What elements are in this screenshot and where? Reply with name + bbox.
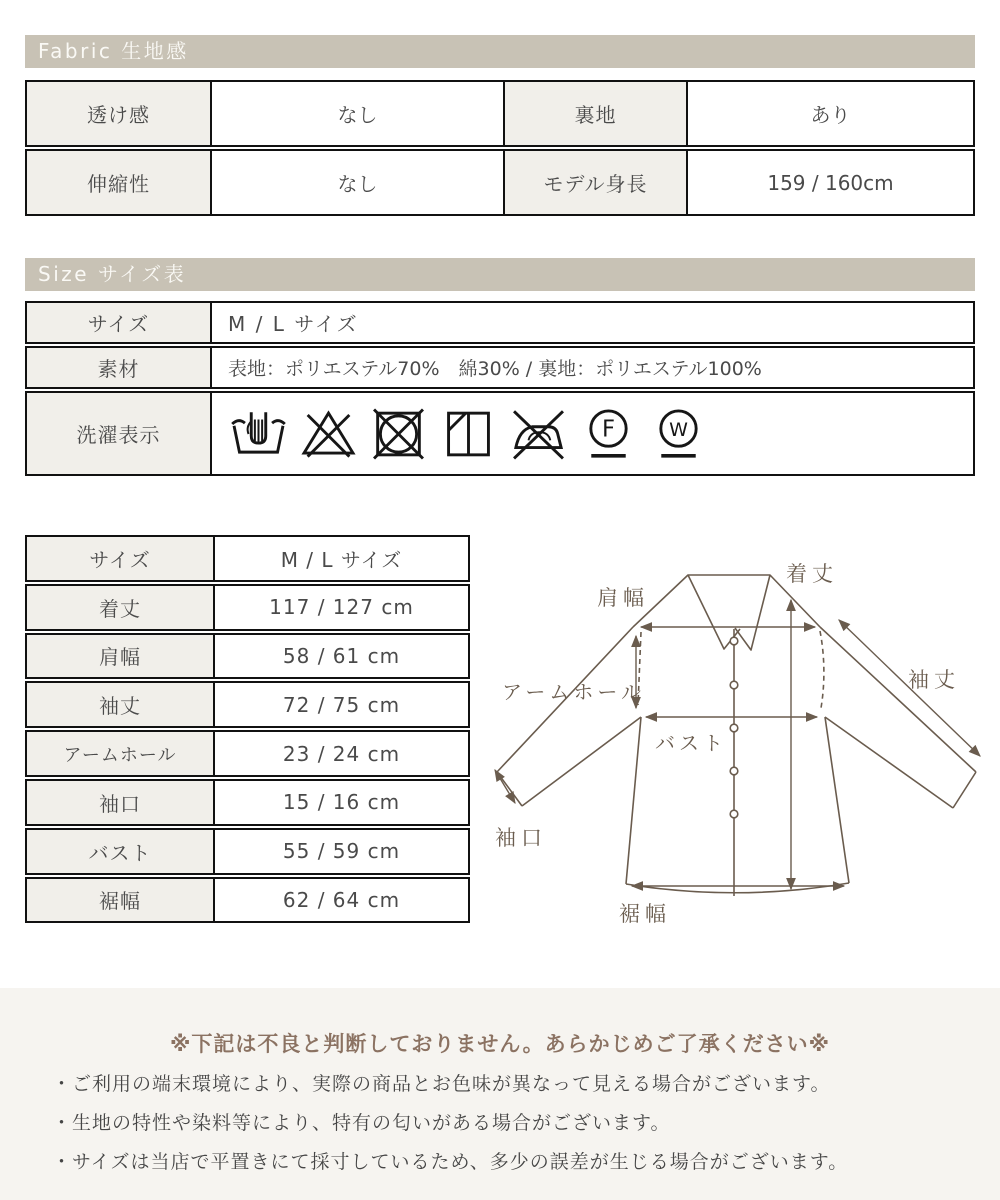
- row-value: 62 / 64 cm: [282, 887, 401, 912]
- row-value: なし: [212, 82, 505, 145]
- bust-label: バスト: [655, 731, 727, 755]
- row-value: M / L サイズ: [280, 547, 403, 572]
- table-row: [25, 779, 470, 826]
- wet-clean-icon: [648, 405, 709, 463]
- size-section-title: Size サイズ表: [38, 262, 187, 286]
- garment-outline: [497, 575, 976, 896]
- care-letter-w: W: [669, 418, 688, 441]
- row-value: 72 / 75 cm: [282, 692, 401, 717]
- row-label: モデル身長: [505, 151, 688, 214]
- row-label: バスト: [27, 830, 215, 873]
- table-row: [25, 828, 470, 875]
- do-not-bleach-icon: [298, 405, 359, 463]
- disclaimer-section: [0, 988, 1000, 1200]
- disclaimer-item: ・ご利用の端末環境により、実際の商品とお色味が異なって見える場合がございます。: [52, 1073, 831, 1095]
- table-row: [25, 346, 975, 389]
- line-dry-in-shade-icon: [438, 405, 499, 463]
- table-row: [25, 391, 975, 476]
- cuff-arrow: [495, 770, 515, 803]
- row-value: M / L サイズ: [228, 312, 359, 336]
- row-value: 117 / 127 cm: [269, 595, 414, 620]
- row-label: 洗濯表示: [27, 393, 212, 474]
- row-value: なし: [212, 151, 505, 214]
- table-row: [25, 80, 975, 147]
- sleeve-length-label: 袖丈: [908, 668, 960, 692]
- size-info-table: [25, 301, 975, 478]
- table-row: [25, 633, 470, 680]
- disclaimer-list: [52, 1072, 980, 1189]
- disclaimer-item: ・生地の特性や染料等により、特有の匂いがある場合がございます。: [52, 1112, 671, 1134]
- table-row: [25, 149, 975, 216]
- row-label: 肩幅: [27, 635, 215, 678]
- table-row: [25, 301, 975, 344]
- row-label: 裾幅: [27, 879, 215, 922]
- disclaimer-item: ・サイズは当店で平置きにて採寸しているため、多少の誤差が生じる場合がございます。: [52, 1151, 849, 1173]
- table-row: [25, 535, 470, 582]
- care-letter-f: F: [601, 416, 616, 443]
- hem-width-label: 裾幅: [619, 902, 671, 926]
- row-value: 表地：ポリエステル70% 綿30% / 裏地：ポリエステル100%: [228, 358, 762, 380]
- size-section-header: [25, 258, 975, 291]
- table-row: [25, 877, 470, 924]
- row-value: 58 / 61 cm: [282, 643, 401, 668]
- row-label: アームホール: [27, 732, 215, 775]
- do-not-iron-icon: [508, 405, 569, 463]
- garment-measurement-diagram: [470, 530, 1000, 950]
- shoulder-width-label: 肩幅: [597, 586, 649, 610]
- row-label: サイズ: [27, 303, 212, 342]
- row-label: サイズ: [27, 537, 215, 580]
- disclaimer-heading: ※下記は不良と判断しておりません。あらかじめご了承ください※: [169, 1032, 831, 1056]
- table-row: [25, 584, 470, 631]
- row-value: あり: [810, 103, 851, 127]
- hand-wash-icon: [228, 405, 289, 463]
- table-row: [25, 730, 470, 777]
- row-value: 23 / 24 cm: [282, 741, 401, 766]
- row-value: 159 / 160cm: [767, 170, 894, 195]
- fabric-section-header: [25, 35, 975, 68]
- do-not-tumble-dry-icon: [368, 405, 429, 463]
- row-value: 55 / 59 cm: [282, 839, 401, 864]
- row-label: 裏地: [505, 82, 688, 145]
- table-row: [25, 681, 470, 728]
- care-symbols-row: [212, 393, 973, 474]
- diagram-labels: [495, 562, 960, 926]
- armhole-label: アームホール: [502, 680, 645, 704]
- fabric-table: [25, 80, 975, 218]
- body-length-label: 着丈: [786, 562, 838, 586]
- row-label: 素材: [27, 348, 212, 387]
- row-label: 着丈: [27, 586, 215, 629]
- measurements-table: [25, 535, 470, 925]
- cuff-label: 袖口: [495, 826, 547, 850]
- row-label: 袖丈: [27, 683, 215, 726]
- garment-diagram-svg: [470, 530, 1000, 950]
- row-label: 伸縮性: [27, 151, 212, 214]
- row-label: 透け感: [27, 82, 212, 145]
- fabric-section-title: Fabric 生地感: [38, 39, 189, 63]
- dry-clean-petroleum-icon: [578, 405, 639, 463]
- row-label: 袖口: [27, 781, 215, 824]
- row-value: 15 / 16 cm: [282, 790, 401, 815]
